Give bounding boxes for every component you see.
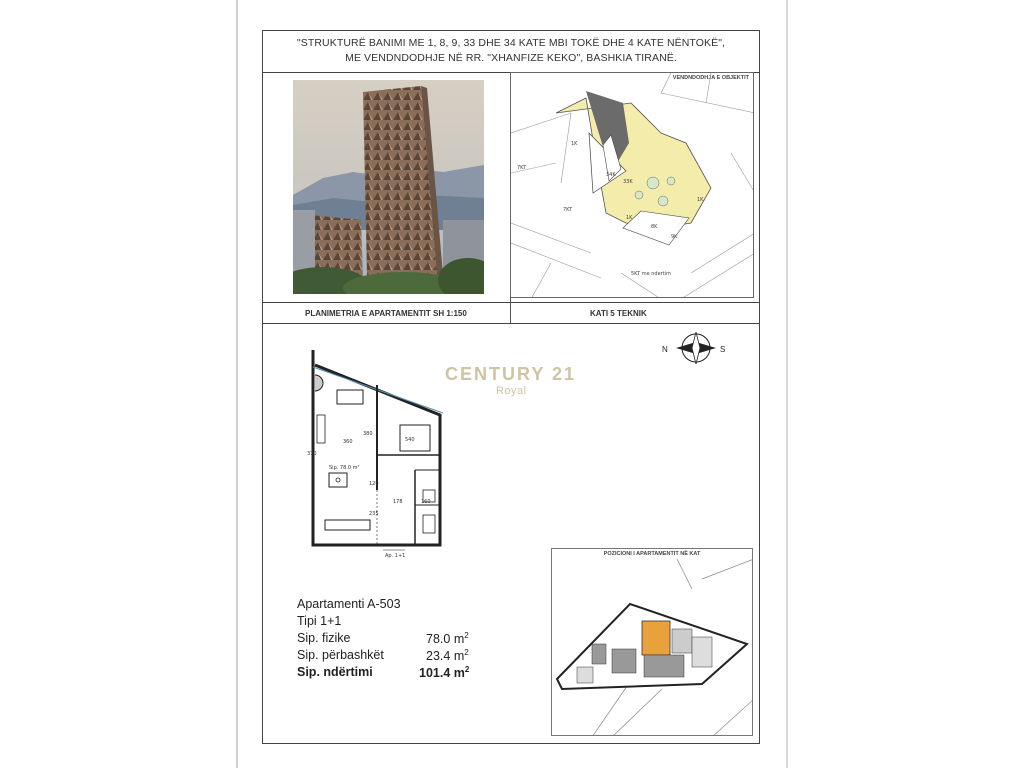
site-label-2: 7KT [563, 207, 573, 213]
dim-1: 360 [343, 439, 353, 445]
dim-0: 380 [363, 431, 373, 437]
site-location-plan [510, 72, 754, 298]
building-rendering-image [293, 80, 484, 294]
site-label-4: 34K [606, 172, 616, 178]
century21-logo-sub: Royal [496, 385, 527, 397]
dim-4: 120 [369, 481, 379, 487]
site-label-7: 8K [651, 224, 658, 230]
title-line-2: ME VENDNDODHJE NË RR. "XHANFIZE KEKO", BASHKIA TIRANË. [345, 52, 677, 64]
divider-headers [262, 323, 760, 324]
spec-value-common: 23.4 $m^2$ [426, 648, 469, 664]
century21-logo: CENTURY 21 [445, 364, 577, 384]
dim-6: 160 [421, 499, 431, 505]
site-label-1: 7KT [517, 165, 527, 171]
floor-area-label: Sip. 78.0 m² [329, 465, 360, 471]
site-label-5: 33K [623, 179, 633, 185]
site-label-10: 5KT me ndertim [631, 271, 671, 277]
apartment-floor-plan [305, 345, 450, 560]
compass-icon [662, 328, 742, 368]
dim-3: 370 [307, 451, 317, 457]
dim-5: 178 [393, 499, 403, 505]
apartment-name: Apartamenti A-503 [297, 597, 401, 611]
plan-title: PLANIMETRIA E APARTAMENTIT SH 1:150 [305, 309, 467, 318]
site-label-6: 1K [626, 215, 633, 221]
site-plan-label: VENDNDODHJA E OBJEKTIT [672, 75, 749, 81]
document-title [262, 36, 760, 66]
spec-value-physical: 78.0 $m^2$ [426, 631, 469, 647]
position-plan-label: POZICIONI I APARTAMENTIT NË KAT [603, 551, 701, 557]
spec-label-physical: Sip. fizike [297, 631, 351, 645]
spec-value-total: 101.4 $m^2$ [419, 665, 470, 681]
spec-label-common: Sip. përbashkët [297, 648, 384, 662]
apartment-type: Tipi 1+1 [297, 614, 342, 628]
compass-south: S [720, 345, 726, 354]
title-line-1: "STRUKTURË BANIMI ME 1, 8, 9, 33 DHE 34 KATE MBI TOKË DHE 4 KATE NËNTOKË", [296, 37, 726, 49]
apartment-position-plan [551, 548, 753, 736]
divider-images [262, 302, 760, 303]
site-label-8: 9K [671, 234, 678, 240]
compass-north: N [662, 345, 668, 354]
site-label-3: 1K [571, 141, 578, 147]
spec-label-total: Sip. ndërtimi [297, 665, 373, 679]
dim-7: 235 [369, 511, 379, 517]
unit-label: Ap. 1+1 [385, 553, 406, 559]
dim-2: 540 [405, 437, 415, 443]
floor-label: KATI 5 TEKNIK [590, 309, 647, 318]
site-label-9: 1K [697, 197, 704, 203]
